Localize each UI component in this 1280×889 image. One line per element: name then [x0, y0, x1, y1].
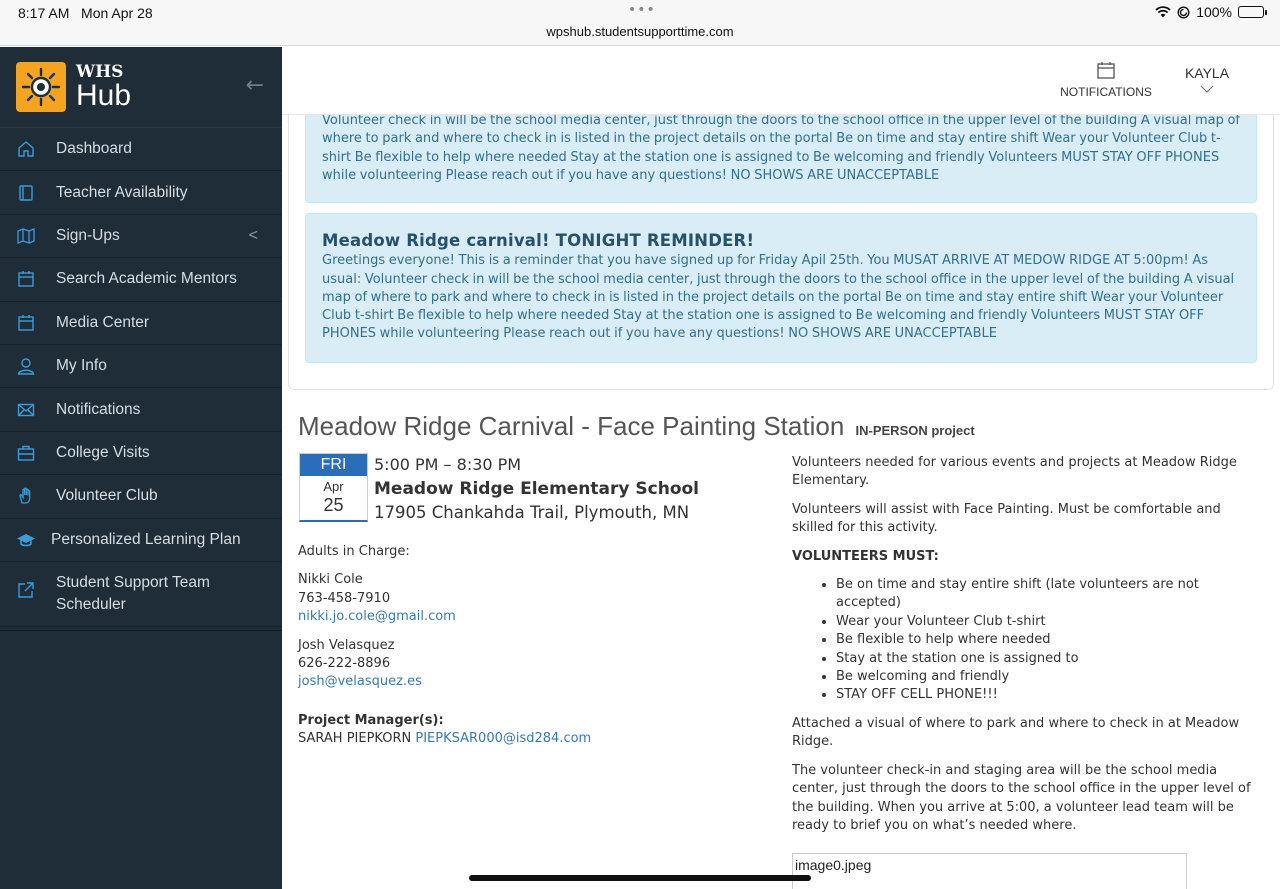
- event-time: 5:00 PM – 8:30 PM: [374, 455, 522, 474]
- map-icon: [16, 226, 36, 246]
- event-day: 25: [323, 495, 344, 515]
- announcement-alert: [305, 213, 1257, 363]
- home-icon: [16, 139, 36, 159]
- description-paragraph: Volunteers needed for various events and projects at Meadow Ridge Elementary.: [792, 455, 1237, 489]
- list-item: • Be welcoming and friendly: [836, 668, 1258, 686]
- chevron-down-icon: [1180, 82, 1234, 96]
- wifi-icon: [1155, 6, 1171, 18]
- project-manager-email-link[interactable]: PIEPKSAR000@isd284.com: [415, 731, 592, 747]
- user-name: KAYLA: [1184, 65, 1230, 81]
- sidebar-item-media-center[interactable]: [0, 302, 282, 345]
- top-bar: [282, 47, 1280, 115]
- user-icon: [16, 356, 36, 376]
- sidebar-item-dashboard[interactable]: [0, 128, 282, 171]
- event-date-badge: [299, 453, 368, 522]
- sidebar-item-label: Personalized Learning Plan: [51, 530, 241, 548]
- announcement-body: Volunteer check in will be the school media center, just through the doors to the school office in the upper level of the building A visual map of where to park and where to check in is listed in the project details on the portal Be on time and stay entire shift Wear your Volunteer Club t-shirt Be flexible to help where needed Stay at the station one is assigned to Be welcoming and friendly Volunteers MUST STAY OFF PHONES while volunteering Please reach out if you have any questions! NO SHOWS ARE UNACCEPTABLE: [322, 115, 1240, 183]
- more-dots-icon[interactable]: •••: [628, 2, 656, 18]
- status-indicators: [1155, 4, 1264, 20]
- document-icon: [16, 183, 36, 203]
- battery-icon: [1238, 6, 1264, 18]
- whs-hub-logo[interactable]: [0, 47, 282, 128]
- list-item: • Be on time and stay entire shift (late volunteers are not accepted): [836, 576, 1258, 613]
- calendar-icon: [16, 313, 36, 333]
- announcement-alert: [305, 115, 1257, 203]
- announcement-body: Greetings everyone! This is a reminder that you have signed up for Friday Apil 25th. You MUSAT ARRIVE AT MEDOW RIDGE AT 5:00pm! As usual: Volunteer check in will be the school media center, just through the doors to the school office in the upper level of the building A visual map of where to park and where to check in is listed in the project details on the portal Be on time and stay entire shift Wear your Volunteer Club t-shirt Be flexible to help where needed Stay at the station one is assigned to Be welcoming and friendly Volunteers MUST STAY OFF PHONES while volunteering Please reach out if you have any questions! NO SHOWS ARE UNACCEPTABLE: [322, 253, 1235, 342]
- event-location-name: Meadow Ridge Elementary School: [374, 479, 700, 499]
- volunteers-must-heading: VOLUNTEERS MUST:: [792, 548, 939, 564]
- logo-text: WHS Hub: [76, 61, 132, 112]
- attached-image[interactable]: [792, 853, 1187, 889]
- description-paragraph: Attached a visual of where to park and where to check in at Meadow Ridge.: [792, 715, 1240, 750]
- contact-name: Nikki Cole: [298, 572, 363, 588]
- list-item: • Be flexible to help where needed: [836, 631, 1258, 649]
- contact-card: [298, 637, 768, 692]
- sidebar-item-label: Volunteer Club: [56, 487, 158, 505]
- contact-phone: 626-222-8896: [298, 656, 391, 672]
- event-month: Apr: [323, 479, 344, 494]
- announcement-title: Meadow Ridge carnival! TONIGHT REMINDER!: [322, 231, 755, 250]
- sidebar-item-student-support-team-scheduler[interactable]: [0, 562, 282, 627]
- sidebar-item-label: Teacher Availability: [56, 183, 188, 201]
- sidebar-item-search-academic-mentors[interactable]: [0, 258, 282, 301]
- event-when-where: [374, 453, 699, 525]
- screen-lock-icon: [1177, 6, 1190, 19]
- sidebar-item-label: Search Academic Mentors: [56, 270, 237, 288]
- volunteer-rules-list: [836, 576, 1258, 705]
- sidebar-item-label: Media Center: [56, 313, 150, 331]
- list-item: • STAY OFF CELL PHONE!!!: [836, 686, 1258, 704]
- sidebar-item-sign-ups[interactable]: [0, 215, 282, 258]
- calendar-icon: [16, 269, 36, 289]
- external-link-icon: [16, 580, 36, 600]
- sidebar-item-label: My Info: [56, 357, 107, 375]
- sidebar-item-my-info[interactable]: [0, 345, 282, 388]
- sun-logo-icon: [16, 62, 66, 112]
- notifications-button[interactable]: [1060, 61, 1152, 99]
- project-manager: [298, 712, 768, 749]
- collapse-sidebar-icon[interactable]: ←: [245, 73, 264, 98]
- sidebar-item-notifications[interactable]: [0, 388, 282, 431]
- sidebar-item-label: Student Support Team Scheduler: [56, 573, 210, 613]
- battery-percent: 100%: [1196, 4, 1232, 20]
- list-item: • Wear your Volunteer Club t-shirt: [836, 613, 1258, 631]
- envelope-icon: [16, 400, 36, 420]
- event-title-text: Meadow Ridge Carnival - Face Painting Station: [298, 411, 845, 441]
- description-paragraph: Volunteers will assist with Face Painting. Must be comfortable and skilled for this activity.: [792, 501, 1221, 536]
- sidebar-item-label: College Visits: [56, 443, 150, 461]
- event-address: 17905 Chankahda Trail, Plymouth, MN: [374, 503, 690, 522]
- chevron-left-icon: <: [248, 226, 258, 244]
- contact-card: [298, 571, 768, 626]
- event-contacts: [298, 543, 768, 759]
- adults-in-charge-label: Adults in Charge:: [298, 544, 410, 559]
- sidebar: [0, 47, 282, 889]
- home-indicator[interactable]: [469, 875, 811, 881]
- description-paragraph: The volunteer check-in and staging area will be the school media center, just through the doors to the school office in the upper level of the building. When you arrive at 5:00, a volunteer lead team will be ready to brief you on what’s needed where.: [792, 762, 1251, 833]
- sidebar-item-label: Sign-Ups: [56, 226, 120, 244]
- sidebar-item-label: Dashboard: [56, 140, 132, 158]
- main-content: [282, 115, 1280, 889]
- event-title: [298, 411, 975, 442]
- status-time: 8:17 AM Mon Apr 28: [18, 5, 153, 21]
- list-item: • Stay at the station one is assigned to: [836, 650, 1258, 668]
- attached-image-filename: image0.jpeg: [795, 857, 872, 874]
- event-type-tag: IN-PERSON project: [855, 423, 975, 438]
- contact-email-link[interactable]: josh@velasquez.es: [298, 674, 422, 690]
- notifications-label: NOTIFICATIONS: [1060, 85, 1152, 99]
- sidebar-item-teacher-availability[interactable]: [0, 171, 282, 214]
- event-description: [792, 454, 1258, 889]
- address-url[interactable]: wpshub.studentsupporttime.com: [546, 24, 734, 39]
- sidebar-empty-area: [0, 630, 282, 889]
- contact-phone: 763-458-7910: [298, 590, 391, 606]
- sidebar-item-college-visits[interactable]: [0, 432, 282, 475]
- briefcase-icon: [16, 443, 36, 463]
- contact-name: Josh Velasquez: [298, 637, 395, 653]
- sidebar-item-volunteer-club[interactable]: [0, 475, 282, 518]
- sidebar-item-personalized-learning-plan[interactable]: [0, 519, 282, 562]
- sidebar-item-label: Notifications: [56, 400, 141, 418]
- user-menu[interactable]: [1180, 65, 1234, 96]
- project-manager-label: Project Manager(s):: [298, 712, 444, 728]
- calendar-icon: [1096, 61, 1116, 79]
- ios-status-bar: [0, 0, 1280, 46]
- hand-icon: [16, 486, 36, 506]
- project-manager-name: SARAH PIEPKORN: [298, 731, 412, 747]
- contact-email-link[interactable]: nikki.jo.cole@gmail.com: [298, 609, 456, 625]
- event-weekday: FRI: [300, 454, 367, 476]
- graduation-cap-icon: [16, 530, 36, 550]
